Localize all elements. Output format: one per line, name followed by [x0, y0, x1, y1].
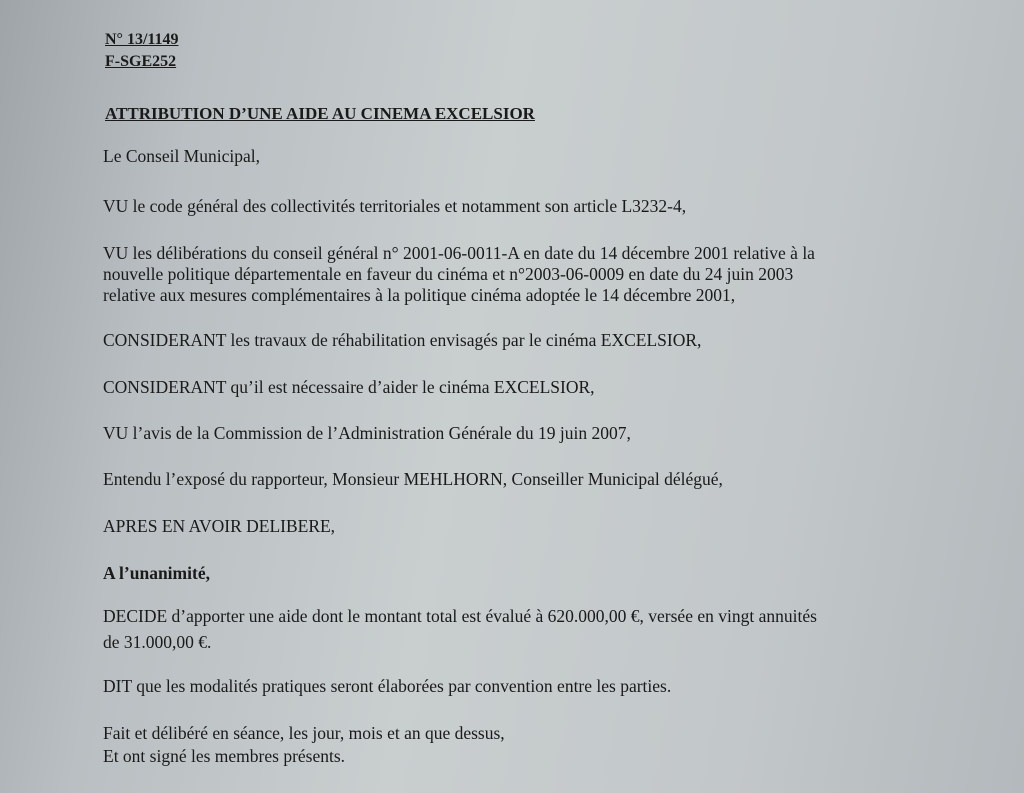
apres-deliberation: APRES EN AVOIR DELIBERE,: [103, 516, 336, 536]
vu-deliberations-line-1: VU les délibérations du conseil général n° 2001-06-0011-A en date du 14 décembre 2001 relative à la: [103, 243, 815, 263]
decide-line-1: DECIDE d’apporter une aide dont le montant total est évalué à 620.000,00 €, versée en vingt annuités: [103, 606, 817, 626]
entendu-paragraph: Entendu l’exposé du rapporteur, Monsieur MEHLHORN, Conseiller Municipal délégué,: [103, 469, 723, 489]
vu-code-paragraph: VU le code général des collectivités territoriales et notamment son article L3232-4,: [103, 196, 687, 216]
considerant-paragraph-2: CONSIDERANT qu’il est nécessaire d’aider le cinéma EXCELSIOR,: [103, 377, 595, 397]
decide-line-2: de 31.000,00 €.: [103, 632, 212, 652]
unanimity-line: A l’unanimité,: [103, 563, 210, 583]
reference-code: F-SGE252: [105, 53, 177, 70]
council-heading: Le Conseil Municipal,: [103, 146, 260, 166]
document-title: ATTRIBUTION D’UNE AIDE AU CINEMA EXCELSIOR: [105, 104, 535, 123]
vu-avis-paragraph: VU l’avis de la Commission de l’Administration Générale du 19 juin 2007,: [103, 423, 631, 443]
vu-deliberations-line-2: nouvelle politique départementale en faveur du cinéma et n°2003-06-0009 en date du 24 juin 2003: [103, 264, 794, 284]
fait-line-1: Fait et délibéré en séance, les jour, mois et an que dessus,: [103, 723, 505, 743]
dit-paragraph: DIT que les modalités pratiques seront élaborées par convention entre les parties.: [103, 676, 672, 696]
reference-number: N° 13/1149: [105, 31, 179, 48]
considerant-paragraph-1: CONSIDERANT les travaux de réhabilitation envisagés par le cinéma EXCELSIOR,: [103, 330, 702, 350]
vu-deliberations-line-3: relative aux mesures complémentaires à la politique cinéma adoptée le 14 décembre 2001,: [103, 285, 736, 305]
fait-line-2: Et ont signé les membres présents.: [103, 746, 346, 766]
